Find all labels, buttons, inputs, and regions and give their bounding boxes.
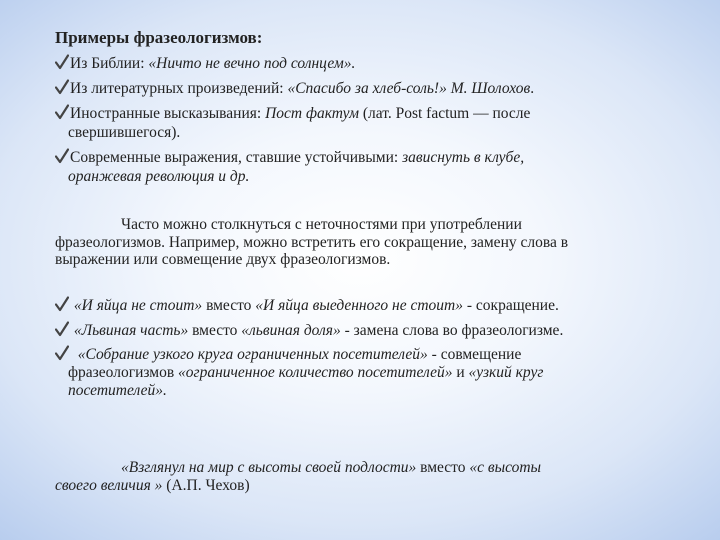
checkmark-icon: [55, 79, 69, 95]
example-foreign: Иностранные высказывания: Пост фактум (лат. Post factum — после свершившегося).: [55, 104, 675, 142]
note-paragraph: Часто можно столкнуться с неточностями при употреблении фразеологизмов. Например, можно встретить его сокращение, замену слова в выражении или совмещение двух фразеологизмов.: [55, 216, 569, 268]
checkmark-icon: [55, 321, 69, 337]
example-modern: Современные выражения, ставшие устойчивыми: зависнуть в клубе, оранжевая революция и др.: [55, 148, 675, 186]
checkmark-icon: [55, 104, 69, 120]
checkmark-icon: [55, 148, 69, 164]
error-word-replacement: «Львиная часть» вместо «львиная доля» - замена слова во фразеологизме.: [55, 321, 563, 340]
slide-title: Примеры фразеологизмов:: [55, 28, 263, 47]
error-combination: «Собрание узкого круга ограниченных посетителей» - совмещение фразеологизмов «ограниченное количество посетителей» и «узкий круг посетителей».: [55, 345, 675, 400]
chekhov-quote: «Взглянул на мир с высоты своей подлости» вместо «с высоты своего величия » (А.П. Чехов): [55, 459, 542, 494]
checkmark-icon: [55, 345, 69, 361]
checkmark-icon: [55, 54, 69, 70]
example-literature: Из литературных произведений: «Спасибо за хлеб-соль!» М. Шолохов.: [55, 79, 534, 98]
checkmark-icon: [55, 296, 69, 312]
example-bible: Из Библии: «Ничто не вечно под солнцем».: [55, 54, 355, 73]
error-shortening: «И яйца не стоит» вместо «И яйца выеденного не стоит» - сокращение.: [55, 296, 559, 315]
